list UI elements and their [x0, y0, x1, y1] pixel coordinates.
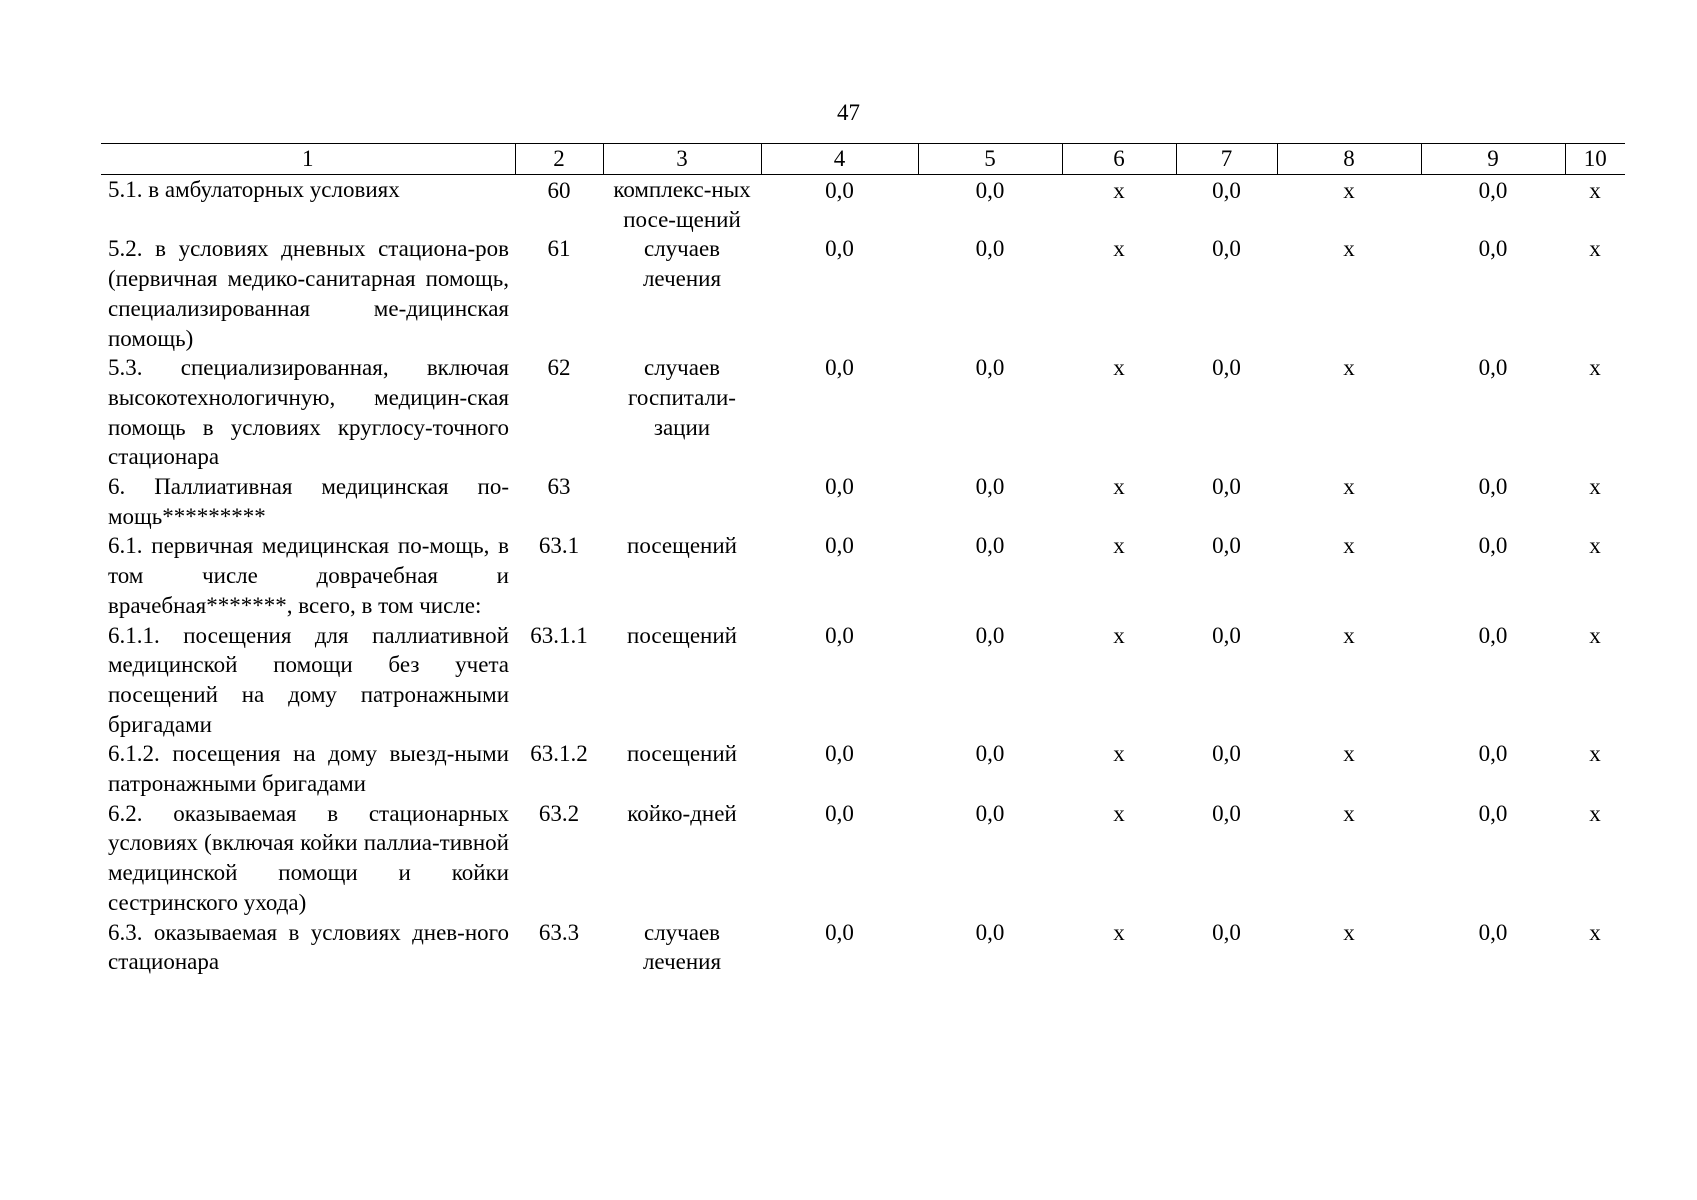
row-code-cell: 63.3 — [538, 919, 580, 945]
page-number: 47 — [837, 100, 860, 125]
row-name-cell: 6. Паллиативная медицинская по-мощь********* — [108, 474, 509, 529]
cell-col-4: 0,0 — [825, 178, 854, 203]
row-code-cell: 63.1.1 — [530, 622, 588, 648]
cell-col-4: 0,0 — [825, 800, 854, 826]
table-row — [101, 531, 1625, 620]
row-name-cell: 6.1. первичная медицинская по-мощь, в том числе доврачебная и врачебная*******, всего, в том числе: — [108, 533, 509, 618]
cell-col-7: 0,0 — [1212, 622, 1241, 648]
row-code-cell: 62 — [547, 355, 571, 381]
cell-col-9: 0,0 — [1478, 800, 1508, 826]
cell-col-10: х — [1589, 474, 1601, 500]
cell-col-9: 0,0 — [1478, 355, 1508, 381]
cell-col-5: 0,0 — [975, 178, 1005, 203]
row-unit-cell: посещений — [627, 622, 737, 648]
column-header-7: 7 — [1176, 144, 1277, 175]
row-name-cell: 6.1.1. посещения для паллиативной медицинской помощи без учета посещений на дому патронажными бригадами — [108, 622, 509, 737]
row-code-cell: 63.2 — [538, 800, 580, 826]
row-code-cell: 63 — [547, 474, 571, 500]
table-row — [101, 472, 1625, 531]
row-unit-cell: комплекс-ных посе-щений — [613, 177, 751, 232]
data-table — [101, 143, 1625, 977]
row-unit-cell: посещений — [627, 533, 737, 559]
cell-col-8: х — [1343, 236, 1355, 262]
column-header-10: 10 — [1565, 144, 1625, 175]
row-code-cell: 63.1.2 — [530, 741, 588, 767]
cell-col-5: 0,0 — [975, 533, 1005, 559]
column-header-9: 9 — [1421, 144, 1565, 175]
row-name-cell: 6.1.2. посещения на дому выезд-ными патронажными бригадами — [108, 741, 509, 797]
cell-col-10: х — [1589, 800, 1601, 826]
table-row — [101, 739, 1625, 798]
cell-col-8: х — [1343, 919, 1355, 945]
table-header — [101, 144, 1625, 175]
cell-col-10: х — [1589, 355, 1601, 381]
cell-col-7: 0,0 — [1212, 178, 1241, 203]
table-row — [101, 799, 1625, 918]
cell-col-10: х — [1589, 741, 1601, 767]
cell-col-7: 0,0 — [1212, 741, 1241, 767]
cell-col-6: х — [1113, 355, 1125, 381]
table-row — [101, 234, 1625, 353]
cell-col-8: х — [1343, 474, 1355, 500]
cell-col-10: х — [1589, 919, 1601, 945]
cell-col-9: 0,0 — [1478, 919, 1508, 945]
cell-col-6: х — [1113, 622, 1125, 648]
row-name-cell: 5.3. специализированная, включая высокотехнологичную, медицин-ская помощь в условиях круглосу-точного стационара — [108, 355, 509, 470]
cell-col-4: 0,0 — [825, 622, 854, 648]
row-name-cell: 5.2. в условиях дневных стациона-ров (первичная медико-санитарная помощь, специализированная ме-дицинская помощь) — [108, 236, 509, 351]
table-row — [101, 621, 1625, 740]
column-header-6: 6 — [1062, 144, 1176, 175]
cell-col-6: х — [1113, 741, 1125, 767]
cell-col-7: 0,0 — [1212, 919, 1241, 945]
cell-col-5: 0,0 — [975, 741, 1005, 767]
cell-col-7: 0,0 — [1212, 474, 1241, 500]
table-row — [101, 175, 1625, 235]
cell-col-8: х — [1343, 533, 1355, 559]
cell-col-8: х — [1343, 178, 1355, 203]
cell-col-6: х — [1113, 178, 1125, 203]
cell-col-8: х — [1343, 622, 1355, 648]
cell-col-10: х — [1589, 178, 1601, 203]
cell-col-6: х — [1113, 533, 1125, 559]
column-header-1: 1 — [101, 144, 515, 175]
cell-col-4: 0,0 — [825, 741, 854, 767]
cell-col-9: 0,0 — [1478, 741, 1508, 767]
row-code-cell: 61 — [547, 236, 571, 262]
cell-col-5: 0,0 — [975, 474, 1005, 500]
row-unit-cell: койко-дней — [627, 800, 737, 826]
column-header-5: 5 — [918, 144, 1062, 175]
row-unit-cell: случаев госпитали-зации — [628, 355, 736, 440]
cell-col-4: 0,0 — [825, 474, 854, 500]
row-name-cell: 6.3. оказываемая в условиях днев-ного стационара — [108, 919, 509, 975]
cell-col-9: 0,0 — [1478, 236, 1508, 262]
cell-col-10: х — [1589, 533, 1601, 559]
cell-col-8: х — [1343, 800, 1355, 826]
cell-col-6: х — [1113, 919, 1125, 945]
cell-col-9: 0,0 — [1478, 178, 1508, 203]
cell-col-4: 0,0 — [825, 919, 854, 945]
cell-col-9: 0,0 — [1478, 474, 1508, 500]
cell-col-6: х — [1113, 800, 1125, 826]
cell-col-7: 0,0 — [1212, 355, 1241, 381]
table-body — [101, 175, 1625, 977]
cell-col-6: х — [1113, 236, 1125, 262]
cell-col-6: х — [1113, 474, 1125, 500]
cell-col-5: 0,0 — [975, 800, 1005, 826]
row-unit-cell: посещений — [627, 741, 737, 767]
cell-col-5: 0,0 — [975, 919, 1005, 945]
cell-col-8: х — [1343, 741, 1355, 767]
cell-col-10: х — [1589, 236, 1601, 262]
cell-col-7: 0,0 — [1212, 236, 1241, 262]
cell-col-7: 0,0 — [1212, 533, 1241, 559]
table-row — [101, 918, 1625, 977]
row-unit-cell — [603, 472, 761, 531]
row-code-cell: 60 — [547, 178, 571, 203]
cell-col-9: 0,0 — [1478, 533, 1508, 559]
header-row — [101, 144, 1625, 175]
table-row — [101, 353, 1625, 472]
cell-col-5: 0,0 — [975, 622, 1005, 648]
cell-col-7: 0,0 — [1212, 800, 1241, 826]
column-header-3: 3 — [603, 144, 761, 175]
cell-col-8: х — [1343, 355, 1355, 381]
row-unit-cell: случаев лечения — [642, 236, 722, 292]
row-unit-cell: случаев лечения — [642, 919, 722, 975]
column-header-8: 8 — [1277, 144, 1421, 175]
row-name-cell: 6.2. оказываемая в стационарных условиях (включая койки паллиа-тивной медицинской помощи и койки сестринского ухода) — [108, 800, 509, 915]
cell-col-4: 0,0 — [825, 355, 854, 381]
column-header-2: 2 — [515, 144, 603, 175]
cell-col-4: 0,0 — [825, 236, 854, 262]
row-name-cell: 5.1. в амбулаторных условиях — [108, 177, 400, 202]
cell-col-9: 0,0 — [1478, 622, 1508, 648]
cell-col-5: 0,0 — [975, 236, 1005, 262]
column-header-4: 4 — [761, 144, 918, 175]
cell-col-5: 0,0 — [975, 355, 1005, 381]
cell-col-4: 0,0 — [825, 533, 854, 559]
cell-col-10: х — [1589, 622, 1601, 648]
row-code-cell: 63.1 — [538, 533, 580, 559]
